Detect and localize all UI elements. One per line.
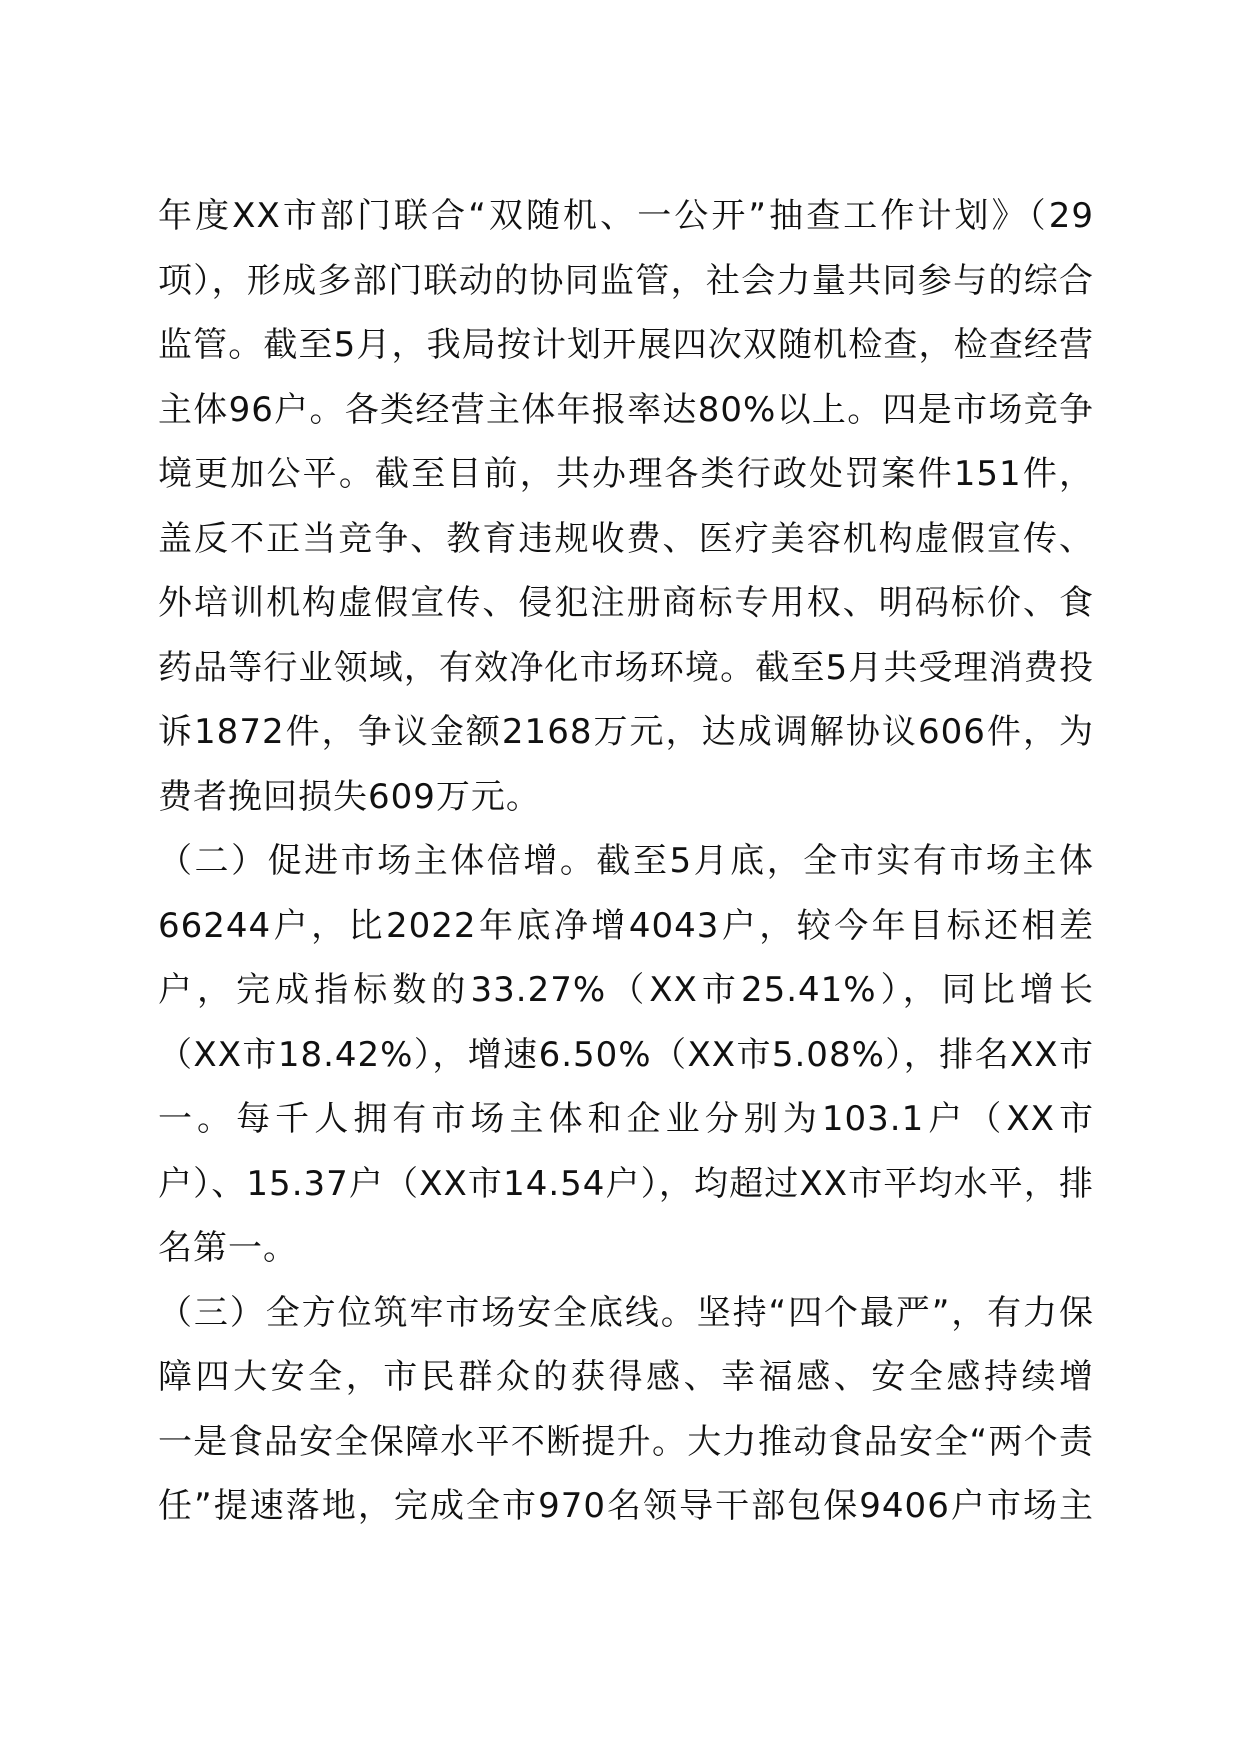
text-line: 药品等行业领域，有效净化市场环境。截至5月共受理消费投: [158, 647, 1094, 688]
text-line: （二）促进市场主体倍增。截至5月底，全市实有市场主体: [158, 841, 1094, 881]
text-line: 名第一。: [158, 1228, 298, 1268]
text-line: 诉1872件，争议金额2168万元，达成调解协议606件，为: [158, 712, 1094, 752]
text-line: 监管。截至5月，我局按计划开展四次双随机检查，检查经营: [158, 325, 1094, 365]
text-line: 主体96户。各类经营主体年报率达80%以上。四是市场竞争: [158, 389, 1094, 430]
text-line: 境更加公平。截至目前，共办理各类行政处罚案件151件，: [158, 454, 1094, 494]
text-line: 66244户，比2022年底净增4043户，较今年目标还相差: [158, 905, 1094, 946]
text-line: 外培训机构虚假宣传、侵犯注册商标专用权、明码标价、食: [158, 583, 1094, 623]
text-line: 年度XX市部门联合“双随机、一公开”抽查工作计划》（29: [158, 196, 1094, 236]
body-text: [158, 184, 1094, 1539]
text-line: 费者挽回损失609万元。: [158, 776, 541, 817]
text-line: 障四大安全，市民群众的获得感、幸福感、安全感持续增: [158, 1357, 1094, 1397]
text-line: 盖反不正当竞争、教育违规收费、医疗美容机构虚假宣传、: [158, 518, 1094, 559]
text-line: 项），形成多部门联动的协同监管，社会力量共同参与的综合: [158, 260, 1094, 301]
text-line: 一。每千人拥有市场主体和企业分别为103.1户（XX市: [158, 1099, 1094, 1139]
text-line: 一是食品安全保障水平不断提升。大力推动食品安全“两个责: [158, 1421, 1094, 1462]
text-line: 户，完成指标数的33.27%（XX市25.41%），同比增长: [158, 970, 1094, 1010]
text-line: （三）全方位筑牢市场安全底线。坚持“四个最严”，有力保: [158, 1292, 1094, 1333]
text-line: 任”提速落地，完成全市970名领导干部包保9406户市场主: [158, 1486, 1094, 1526]
text-line: 户）、15.37户（XX市14.54户），均超过XX市平均水平，排: [158, 1163, 1094, 1204]
text-line: （XX市18.42%），增速6.50%（XX市5.08%），排名XX市: [158, 1034, 1094, 1075]
